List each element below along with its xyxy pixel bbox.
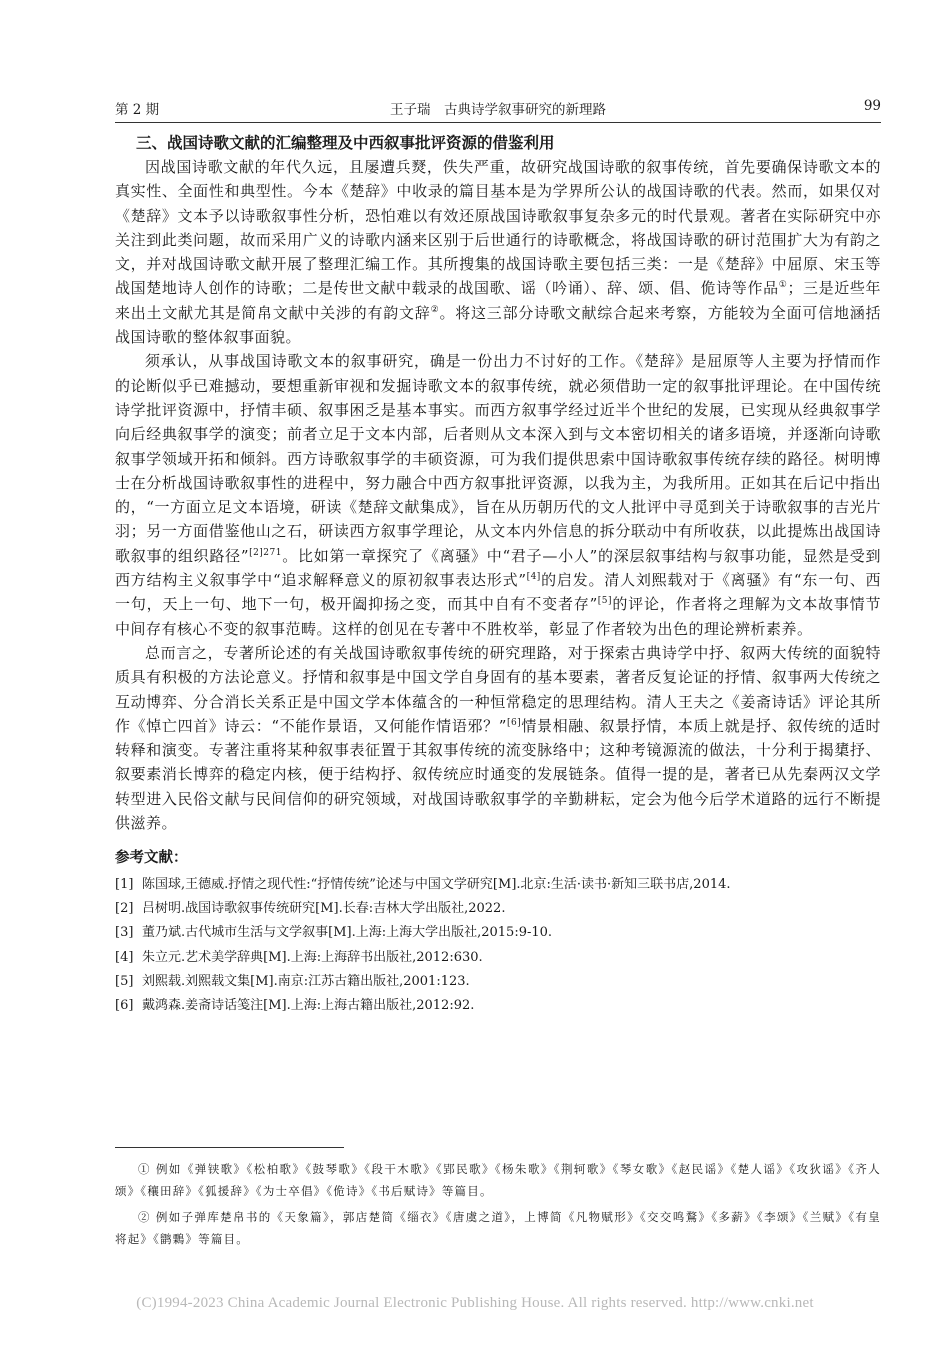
reference-item: [6] 戴鸿森.姜斋诗话笺注[M].上海:上海古籍出版社,2012:92. xyxy=(115,998,475,1014)
running-title: 王子瑞 古典诗学叙事研究的新理路 xyxy=(390,102,606,118)
footnote-1: ① 例如《弹铗歌》《松柏歌》《鼓琴歌》《段干木歌》《郢民歌》《杨朱歌》《荆轲歌》《琴女歌》《赵民谣》《楚人谣》《攻狄谣》《齐人颂》《穰田辞》《狐援辞》《为士卒倡》《佹诗》《书后赋诗》等篇目。 xyxy=(115,1162,881,1198)
running-header xyxy=(115,98,881,123)
reference-item: [5] 刘熙载.刘熙载文集[M].南京:江苏古籍出版社,2001:123. xyxy=(115,973,470,989)
section-heading: 三、战国诗歌文献的汇编整理及中西叙事批评资源的借鉴利用 xyxy=(136,134,555,152)
reference-item: [3] 董乃斌.古代城市生活与文学叙事[M].上海:上海大学出版社,2015:9-10. xyxy=(115,925,553,941)
citation-2[interactable]: [2]271 xyxy=(249,547,282,558)
page-number: 99 xyxy=(863,98,881,114)
citation-4[interactable]: [4] xyxy=(526,572,541,583)
issue-label: 第 2 期 xyxy=(115,102,160,118)
footnote-divider xyxy=(115,1147,344,1148)
citation-6[interactable]: [6] xyxy=(506,717,522,728)
footnotes xyxy=(115,1158,881,1254)
reference-item: [2] 吕树明.战国诗歌叙事传统研究[M].长春:吉林大学出版社,2022. xyxy=(115,901,506,917)
footnote-marker-2[interactable]: ② xyxy=(430,304,440,315)
reference-list xyxy=(115,873,895,1018)
paragraph-1: 因战国诗歌文献的年代久远，且屡遭兵燹，佚失严重，故研究战国诗歌的叙事传统，首先要确保诗歌文本的真实性、全面性和典型性。今本《楚辞》中收录的篇目基本是为学界所公认的战国诗歌的代表。然而，如果仅对《楚辞》文本予以诗歌叙事性分析，恐怕难以有效还原战国诗歌叙事复杂多元的时代景观。著者在实际研究中亦关注到此类问题，故而采用广义的诗歌内涵来区别于后世通行的诗歌概念，将战国诗歌的研讨范围扩大为有韵之文，并对战国诗歌文献开展了整理汇编工作。其所搜集的战国诗歌主要包括三类：一是《楚辞》中屈原、宋玉等战国楚地诗人创作的诗歌；二是传世文献中载录的战国歌、谣（吟诵）、辞、颂、倡、佹诗等作品①；三是近些年来出土文献尤其是简帛文献中关涉的有韵文辞②。将这三部分诗歌文献综合起来考察，方能较为全面可信地涵括战国诗歌的整体叙事面貌。 xyxy=(115,158,881,347)
footnote-marker-1[interactable]: ① xyxy=(778,280,788,291)
footnote-2: ② 例如子弹库楚帛书的《天象篇》，郭店楚简《缁衣》《唐虞之道》，上博简《凡物赋形》《交交鸣鶩》《多薪》《李颂》《兰赋》《有皇将起》《鹠鷅》等篇目。 xyxy=(115,1210,881,1246)
reference-item: [1] 陈国球,王德威.抒情之现代性:“抒情传统”论述与中国文学研究[M].北京:生活·读书·新知三联书店,2014. xyxy=(115,877,731,892)
citation-5[interactable]: [5] xyxy=(597,596,613,607)
paragraph-2: 须承认，从事战国诗歌文本的叙事研究，确是一份出力不讨好的工作。《楚辞》是屈原等人主要为抒情而作的论断似乎已难撼动，要想重新审视和发掘诗歌文本的叙事传统，就必须借助一定的叙事批评理论。在中国传统诗学批评资源中，抒情丰硕、叙事困乏是基本事实。而西方叙事学经过近半个世纪的发展，已实现从经典叙事学向后经典叙事学的演变；前者立足于文本内部，后者则从文本深入到与文本密切相关的诸多语境，并逐渐向诗歌叙事学领域开拓和倾斜。西方诗歌叙事学的丰硕资源，可为我们提供思索中国诗歌叙事传统存续的路径。树明博士在分析战国诗歌叙事性的进程中，努力融合中西方叙事批评资源，以我为主，为我所用。正如其在后记中指出的，“一方面立足文本语境，研读《楚辞文献集成》，旨在从历朝历代的文人批评中寻觅到关于诗歌叙事的吉光片羽；另一方面借鉴他山之石，研读西方叙事学理论，从文本内外信息的拆分联动中有所收获，以此提炼出战国诗歌叙事的组织路径”$^{[2]271}$。比如第一章探究了《离骚》中“君子—小人”的深层叙事结构与叙事功能，显然是受到西方结构主义叙事学中“追求解释意义的原初叙事表达形式”[4]的启发。清人刘熙载对于《离骚》有“东一句、西一句，天上一句、地下一句，极开阖抑扬之变，而其中自有不变者存”[5]的评论，作者将之理解为文本故事情节中间存有核心不变的叙事范畴。这样的创见在专著中不胜枚举，彰显了作者较为出色的理论辨析素养。 xyxy=(115,352,882,638)
copyright-watermark: (C)1994-2023 China Academic Journal Electronic Publishing House. All rights reserved. http://www.cnki.net xyxy=(136,1295,814,1311)
reference-item: [4] 朱立元.艺术美学辞典[M].上海:上海辞书出版社,2012:630. xyxy=(115,949,483,965)
references-heading: 参考文献： xyxy=(115,850,188,866)
body-text xyxy=(115,155,881,835)
paragraph-3: 总而言之，专著所论述的有关战国诗歌叙事传统的研究理路，对于探索古典诗学中抒、叙两大传统的面貌特质具有积极的方法论意义。抒情和叙事是中国文学自身固有的基本要素，著者反复论证的抒情、叙事两大传统之互动博弈、分合消长关系正是中国文学本体蕴含的一种恒常稳定的思理结构。清人王夫之《姜斋诗话》评论其所作《悼亡四首》诗云：“不能作景语，又何能作情语邪？”[6]情景相融、叙景抒情，本质上就是抒、叙传统的适时转释和演变。专著注重将某种叙事表征置于其叙事传统的流变脉络中；这种考镜源流的做法，十分利于揭橥抒、叙要素消长博弈的稳定内核，便于结构抒、叙传统应时通变的发展链条。值得一提的是，著者已从先秦两汉文学转型进入民俗文献与民间信仰的研究领域，对战国诗歌叙事学的辛勤耕耘，定会为他今后学术道路的远行不断提供滋养。 xyxy=(115,643,881,833)
